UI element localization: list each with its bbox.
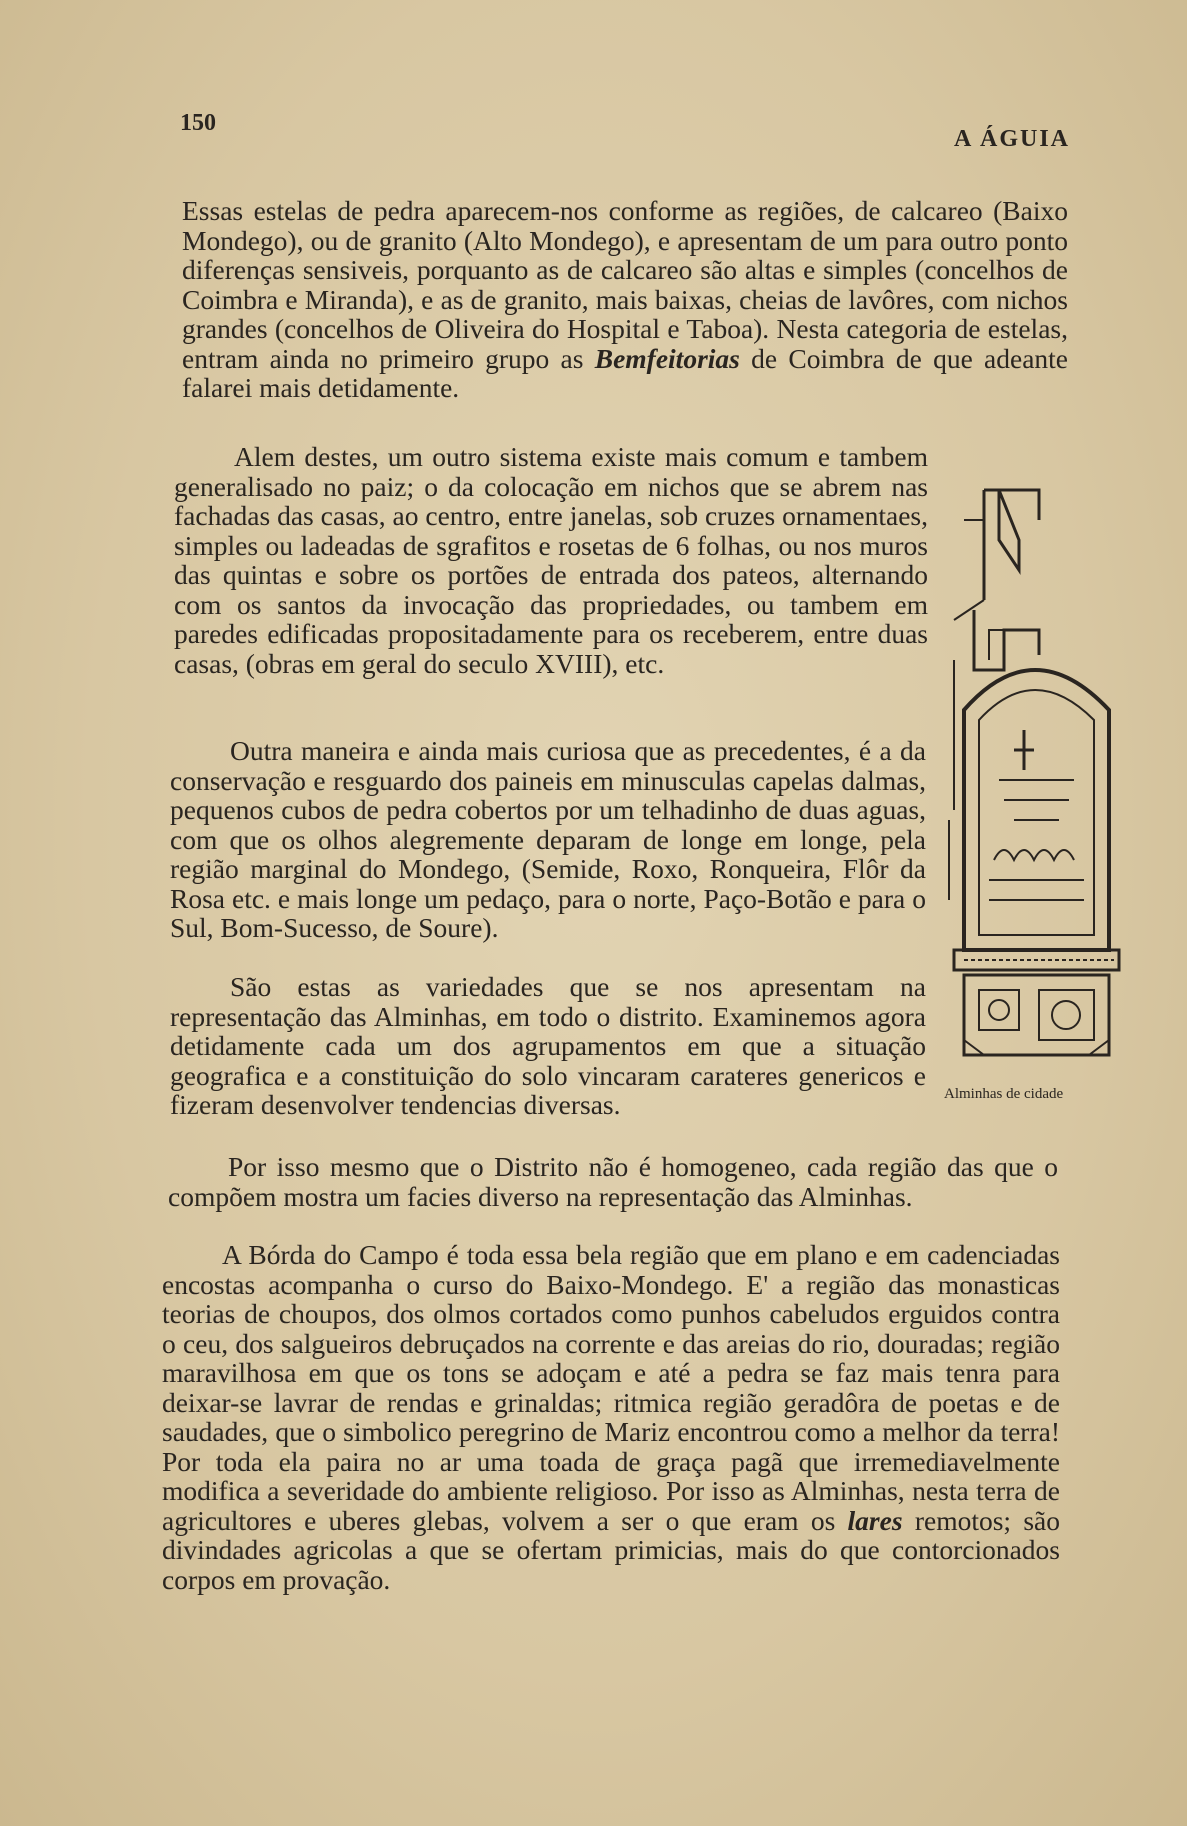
paragraph-borda-do-campo [162, 1240, 1060, 1594]
paragraph-text: São estas as variedades que se nos apresentam na representação das Alminhas, em todo o distrito. Examinemos agora detidamente cada um dos agrupamentos em que a situação geografica e a constituição do solo vincaram carateres genericos e fizeram desenvolver tendencias diversas. [170, 971, 926, 1120]
alminhas-illustration [944, 480, 1124, 1060]
paragraph-distrito [168, 1152, 1058, 1211]
paragraph-text: Essas estelas de pedra aparecem-nos conforme as regiões, de calcareo (Baixo Mondego), ou de granito (Alto Mondego), e apresentam de um para outro ponto diferenças sensiveis, porquanto as de calcareo são altas e simples (concelhos de Coimbra e Miranda), e as de granito, mais baixas, cheias de lavôres, com nichos grandes (concelhos de Oliveira do Hospital e Taboa). Nesta categoria de estelas, entram ainda no primeiro grupo as [182, 195, 1068, 374]
figure-caption: Alminhas de cidade [944, 1086, 1064, 1102]
paragraph-text: Por isso mesmo que o Distrito não é homogeneo, cada região das que o compõem mostra um facies diverso na representação das Alminhas. [168, 1151, 1058, 1212]
paragraph-text-end: remotos; são divindades agricolas a que se ofertam primicias, mais do que contorcionados corpos em provação. [162, 1504, 1060, 1595]
running-title: A ÁGUIA [954, 126, 1071, 152]
emphasis-bemfeitorias: Bemfeitorias [594, 342, 740, 374]
alminhas-shrine-icon [944, 480, 1124, 1060]
paragraph-text: A Bórda do Campo é toda essa bela região que em plano e em cadenciadas encostas acompanha o curso do Baixo-Mondego. E' a região das monasticas teorias de choupos, dos olmos cortados como punhos cabeludos erguidos contra o ceu, dos salgueiros debruçados na corrente e das areias do rio, douradas; região maravilhosa em que os tons se adoçam e até a pedra se faz mais tenra para deixar-se lavrar de rendas e grinaldas; ritmica região geradôra de poetas e de saudades, que o simbolico peregrino de Mariz encontrou como a melhor da terra! Por toda ela paira no ar uma toada de graça pagã que irremediavelmente modifica a severidade do ambiente religioso. Por isso as Alminhas, nesta terra de agricultores e uberes glebas, volvem a ser o que eram os [162, 1239, 1060, 1536]
emphasis-lares: lares [847, 1504, 903, 1536]
page-number: 150 [180, 110, 216, 136]
paragraph-nichos [174, 442, 928, 678]
paragraph-variedades [170, 972, 926, 1120]
paragraph-text: Outra maneira e ainda mais curiosa que as precedentes, é a da conservação e resguardo dos paineis em minusculas capelas dalmas, pequenos cubos de pedra cobertos por um telhadinho de duas aguas, com que os olhos alegremente deparam de longe em longe, pela região marginal do Mondego, (Semide, Roxo, Ronqueira, Flôr da Rosa etc. e mais longe um pedaço, para o norte, Paço-Botão e para o Sul, Bom-Sucesso, de Soure). [170, 735, 926, 943]
paragraph-capelas [170, 736, 926, 943]
paragraph-text: Alem destes, um outro sistema existe mais comum e tambem generalisado no paiz; o da colocação em nichos que se abrem nas fachadas das casas, ao centro, entre janelas, sob cruzes ornamentaes, simples ou ladeadas de sgrafitos e rosetas de 6 folhas, ou nos muros das quintas e sobre os portões de entrada dos pateos, alternando com os santos da invocação das propriedades, ou tambem em paredes edificadas propositadamente para os receberem, entre duas casas, (obras em geral do seculo XVIII), etc. [174, 441, 928, 679]
paragraph-estelas [182, 196, 1068, 403]
paragraph-text-end: de Coimbra de que adeante falarei mais detidamente. [182, 342, 1068, 403]
